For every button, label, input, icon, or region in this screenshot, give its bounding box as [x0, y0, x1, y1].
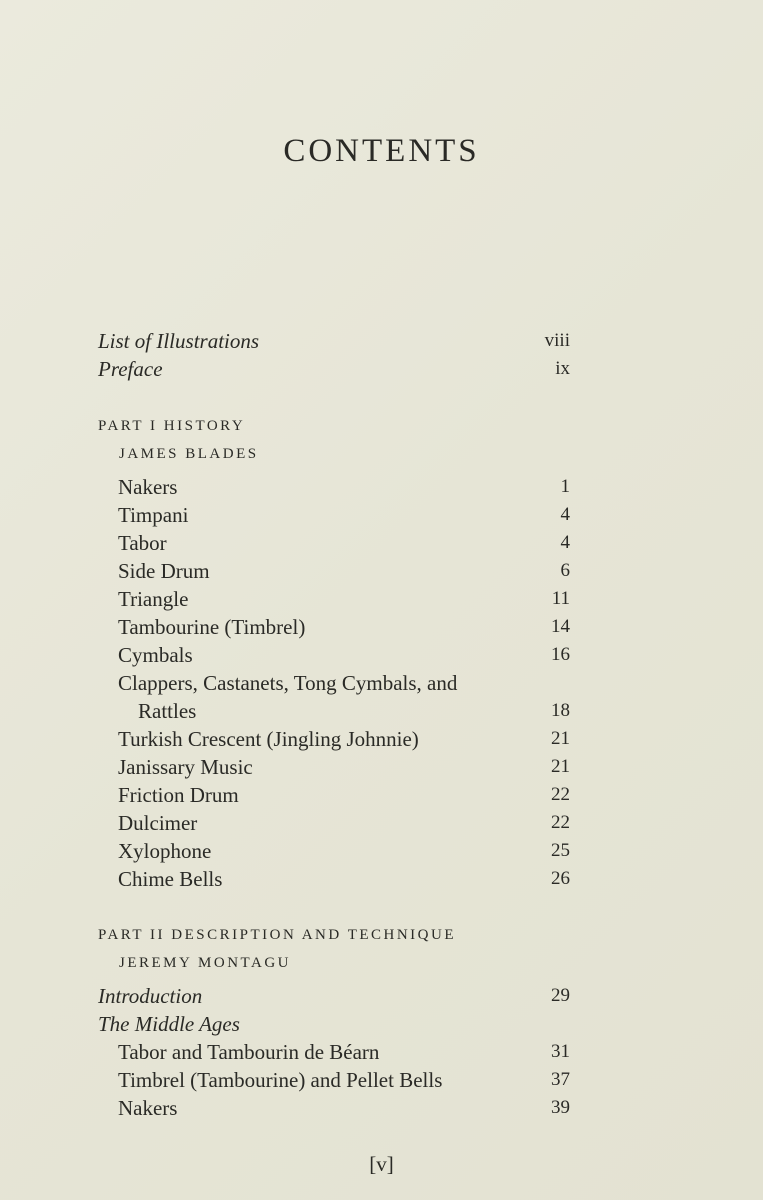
toc-entry [0, 837, 763, 865]
toc-entry-page: 37 [551, 1069, 570, 1090]
part-heading: PART I HISTORY [98, 418, 246, 434]
toc-entry-page: 29 [551, 985, 570, 1006]
page-title: CONTENTS [283, 133, 480, 169]
toc-entry [0, 641, 763, 669]
toc-entry [0, 1094, 763, 1122]
toc-entry [0, 585, 763, 613]
page-number: [v] [369, 1152, 394, 1176]
toc-entry-label: Tabor and Tambourin de Béarn [118, 1040, 380, 1064]
toc-entry [0, 865, 763, 893]
toc-entry [0, 669, 763, 697]
toc-entry [0, 982, 763, 1010]
toc-entry [0, 613, 763, 641]
toc-entry-label: Side Drum [118, 559, 210, 583]
toc-entry-label: Friction Drum [118, 783, 239, 807]
toc-entry-label: Clappers, Castanets, Tong Cymbals, and [118, 671, 458, 695]
toc-entry-list-of-illustrations [0, 327, 763, 355]
toc-entry-page: 22 [551, 812, 570, 833]
toc-entry-label: Timpani [118, 503, 189, 527]
toc-entry-label: Tambourine (Timbrel) [118, 615, 306, 639]
toc-entry [0, 781, 763, 809]
toc-entry-label: Tabor [118, 531, 167, 555]
toc-entry-label: Timbrel (Tambourine) and Pellet Bells [118, 1068, 443, 1092]
toc-entry-page: ix [555, 358, 570, 379]
toc-entry-page: 21 [551, 756, 570, 777]
toc-entry-label: Dulcimer [118, 811, 198, 835]
toc-entry [0, 557, 763, 585]
toc-entry-label: Nakers [118, 1096, 178, 1120]
toc-entry-page: 16 [551, 644, 570, 665]
toc-entry-page: 11 [551, 588, 570, 609]
toc-entry-label: Janissary Music [118, 755, 253, 779]
toc-entry [0, 529, 763, 557]
toc-entry-page: 22 [551, 784, 570, 805]
toc-entry-page: 31 [551, 1041, 570, 1062]
toc-entry [0, 1010, 763, 1038]
toc-entry [0, 1038, 763, 1066]
toc-entry-label: Chime Bells [118, 867, 223, 891]
toc-entry-label: Introduction [98, 984, 203, 1008]
toc-entry-label: Cymbals [118, 643, 193, 667]
toc-entry [0, 1066, 763, 1094]
toc-entry-page: 4 [560, 532, 570, 553]
toc-entry-page: 4 [560, 504, 570, 525]
toc-entry-label: Triangle [118, 587, 189, 611]
toc-entry [0, 753, 763, 781]
part-author: JAMES BLADES [119, 446, 259, 462]
toc-entry-page: 25 [551, 840, 570, 861]
toc-entry [0, 501, 763, 529]
part-heading: PART II DESCRIPTION AND TECHNIQUE [98, 927, 457, 943]
toc-entry-label: Xylophone [118, 839, 212, 863]
toc-entry-page: 26 [551, 868, 570, 889]
toc-entry-label: List of Illustrations [98, 329, 260, 353]
toc-entry-label: The Middle Ages [98, 1012, 240, 1036]
toc-entry [0, 473, 763, 501]
toc-entry-label: Turkish Crescent (Jingling Johnnie) [118, 727, 419, 751]
toc-entry-page: viii [544, 330, 570, 351]
toc-entry-page: 21 [551, 728, 570, 749]
toc-entry-page: 6 [560, 560, 570, 581]
toc-entry-preface [0, 355, 763, 383]
toc-entry-page: 1 [560, 476, 570, 497]
toc-entry-page: 18 [551, 700, 570, 721]
toc-entry-page: 14 [551, 616, 570, 637]
toc-entry-label: Preface [98, 357, 163, 381]
part-author: JEREMY MONTAGU [119, 955, 291, 971]
toc-entry-label: Nakers [118, 475, 178, 499]
toc-entry-label: Rattles [138, 699, 197, 723]
toc-entry-page: 39 [551, 1097, 570, 1118]
toc-entry [0, 809, 763, 837]
toc-entry [0, 725, 763, 753]
toc-entry [0, 697, 763, 725]
